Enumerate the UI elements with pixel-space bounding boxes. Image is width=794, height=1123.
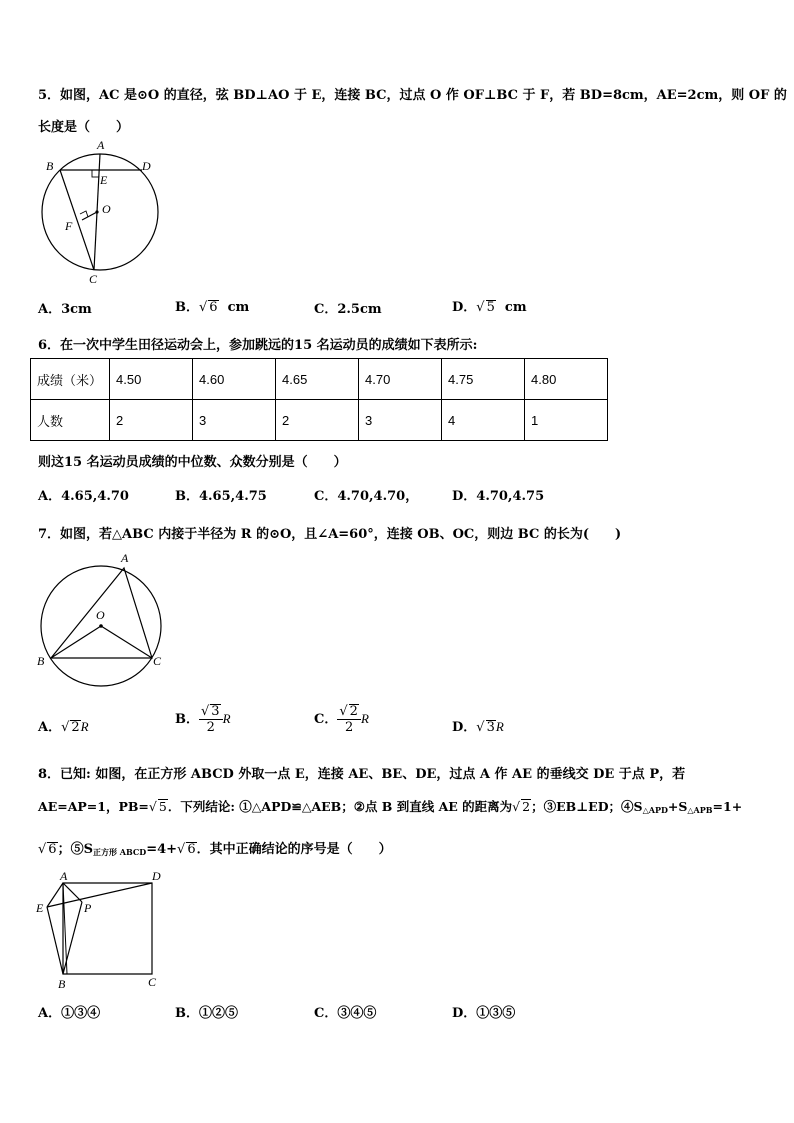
- q8-label-b: B: [58, 977, 66, 991]
- q8-text-line3: √ 6；$⑤S_{正方形 ABCD}=4+√$ 6．其中正确结论的序号是（ ）: [38, 842, 392, 857]
- q7-option-d-prefix: D．: [452, 720, 477, 735]
- q8-option-b: B．①②⑤: [175, 1006, 238, 1021]
- q8-line2-sub2: △APB: [687, 805, 713, 815]
- q7-option-b-prefix: B．: [175, 712, 199, 727]
- q8-line3-sub: 正方形 ABCD: [92, 847, 147, 857]
- q8-label-p: P: [84, 901, 92, 915]
- table-cell: 4.60: [193, 359, 276, 400]
- q8-line2-part4: +S: [667, 799, 688, 814]
- q8-label-c: C: [148, 975, 157, 989]
- q6-question: 则这15 名运动员成绩的中位数、众数分别是（ ）: [38, 455, 347, 470]
- q8-option-d: D．①③⑤: [452, 1006, 516, 1021]
- q5-label-a: A: [97, 138, 105, 152]
- q8-option-c: C．③④⑤: [314, 1006, 377, 1021]
- q7-option-c-var: R: [360, 711, 369, 726]
- q7-label-a: A: [121, 551, 129, 565]
- table-cell: 4.75: [442, 359, 525, 400]
- q6-text-line1: 6．在一次中学生田径运动会上，参加跳远的15 名运动员的成绩如下表所示:: [38, 338, 478, 353]
- q8-line3-part3: ．其中正确结论的序号是（ ）: [196, 842, 392, 857]
- q6-header-count: 人数: [31, 400, 110, 441]
- table-cell: 4.50: [110, 359, 193, 400]
- q8-label-a: A: [60, 869, 68, 883]
- q7-label-c: C: [153, 654, 162, 668]
- table-cell: 4.70: [359, 359, 442, 400]
- table-cell: 4.80: [525, 359, 608, 400]
- q6-option-c: C．4.70,4.70，: [314, 489, 419, 504]
- q5-label-b: B: [46, 159, 54, 173]
- q7-option-c-den: 2: [345, 720, 354, 735]
- table-cell: 2: [276, 400, 359, 441]
- table-row: [31, 359, 608, 400]
- q5-option-c: C．2.5cm: [314, 302, 382, 317]
- q7-center-dot: [99, 624, 103, 628]
- table-cell: 2: [110, 400, 193, 441]
- q7-segment-oc: [101, 626, 152, 658]
- q8-segment-ap: [63, 883, 82, 902]
- q5-label-e: E: [100, 173, 108, 187]
- q8-label-e: E: [36, 901, 44, 915]
- q8-line3-part1: ；⑤S: [57, 842, 93, 857]
- q7-label-o: O: [96, 608, 105, 622]
- q8-line2-part5: =1+: [712, 799, 743, 814]
- q7-option-d-var: R: [495, 719, 504, 734]
- q8-option-a: A．①③④: [38, 1006, 101, 1021]
- q5-label-f: F: [65, 219, 73, 233]
- q5-right-angle-e: [92, 170, 99, 177]
- q5-segment-of: [82, 212, 97, 220]
- q8-line3-root1: 6: [48, 842, 57, 857]
- q7-label-b: B: [37, 654, 45, 668]
- q8-line2-root1: 5: [158, 799, 167, 814]
- q5-text-line2: 长度是（ ）: [38, 120, 130, 135]
- q8-line2-part2: ．下列结论: ①△APD≌△AEB；②点 B 到直线 AE 的距离为: [167, 799, 513, 814]
- q8-text-line2: AE=AP=1，PB=√ 5．下列结论: ①△APD≌△AEB；②点 B 到直线 AE 的距离为√ 2；③EB⊥ED；$④S_{\triangle APD}+S_{\triangle APB}=1+$: [38, 799, 743, 815]
- q6-option-a: A．4.65,4.70: [38, 489, 129, 504]
- q7-option-b: B． $\frac{√ 3}{2}$ R: [175, 704, 231, 735]
- q5-option-b-prefix: B．: [175, 300, 199, 315]
- q7-option-a: A．√ 2R: [38, 719, 89, 735]
- q5-circle-figure: [36, 136, 166, 286]
- q6-option-b: B．4.65,4.75: [175, 489, 267, 504]
- q5-option-d-unit: cm: [504, 300, 527, 315]
- q8-line3-root2: 6: [187, 842, 196, 857]
- q7-option-c-prefix: C．: [314, 712, 338, 727]
- q8-label-d: D: [152, 869, 161, 883]
- q8-line2-sub1: △APD: [642, 805, 668, 815]
- q5-label-d: D: [142, 159, 151, 173]
- q7-option-d-root: 3: [486, 720, 495, 735]
- q8-text-line1: 8．已知: 如图，在正方形 ABCD 外取一点 E，连接 AE、BE、DE，过点 A 作 AE 的垂线交 DE 于点 P，若: [38, 767, 686, 782]
- q5-text-line1: 5．如图，AC 是⊙O 的直径，弦 BD⊥AO 于 E，连接 BC，过点 O 作 OF⊥BC 于 F，若 BD=8cm，AE=2cm，则 OF 的: [38, 88, 787, 103]
- q8-line3-part2: =4+: [146, 842, 178, 857]
- q7-option-a-root: 2: [71, 720, 80, 735]
- q7-option-b-var: R: [222, 711, 231, 726]
- table-cell: 1: [525, 400, 608, 441]
- q7-option-a-var: R: [80, 719, 89, 734]
- table-cell: 4: [442, 400, 525, 441]
- q5-option-d-prefix: D．: [452, 300, 477, 315]
- q7-option-a-prefix: A．: [38, 720, 62, 735]
- q7-option-c-root: 2: [349, 704, 358, 719]
- q5-option-a: A．3cm: [38, 302, 92, 317]
- q7-option-d: D．√ 3R: [452, 719, 504, 735]
- q5-label-o: O: [102, 202, 111, 216]
- q7-segment-ob: [51, 626, 101, 658]
- q7-circle-figure: [34, 546, 174, 688]
- q7-option-b-den: 2: [206, 720, 215, 735]
- q7-option-c: C． $\frac{√ 2}{2}$ R: [314, 704, 369, 735]
- q8-line2-part3: ；③EB⊥ED；④S: [531, 799, 643, 814]
- q6-score-table: [30, 358, 608, 441]
- q5-center-dot: [95, 210, 98, 213]
- q7-option-b-root: 3: [211, 704, 220, 719]
- q8-segment-eb: [47, 907, 63, 974]
- q5-option-b-root: 6: [209, 300, 218, 315]
- q6-option-d: D．4.70,4.75: [452, 489, 545, 504]
- q5-option-b: B．√ 6 cm: [175, 300, 250, 315]
- q5-option-d: D．√ 5 cm: [452, 300, 527, 315]
- q5-option-b-unit: cm: [227, 300, 250, 315]
- table-row: [31, 400, 608, 441]
- q8-line2-part1: AE=AP=1，PB=: [38, 799, 149, 814]
- table-cell: 4.65: [276, 359, 359, 400]
- table-cell: 3: [193, 400, 276, 441]
- q5-circle: [42, 154, 158, 270]
- q8-line2-root2: 2: [522, 799, 531, 814]
- q5-label-c: C: [89, 272, 98, 286]
- q8-square-figure: [34, 868, 169, 993]
- q5-right-angle-f: [80, 211, 88, 217]
- table-cell: 3: [359, 400, 442, 441]
- q7-text-line1: 7．如图，若△ABC 内接于半径为 R 的⊙O，且∠A=60°，连接 OB、OC，则边 BC 的长为( ): [38, 527, 622, 542]
- q5-option-d-root: 5: [486, 300, 495, 315]
- q6-header-score: 成绩（米）: [31, 359, 110, 400]
